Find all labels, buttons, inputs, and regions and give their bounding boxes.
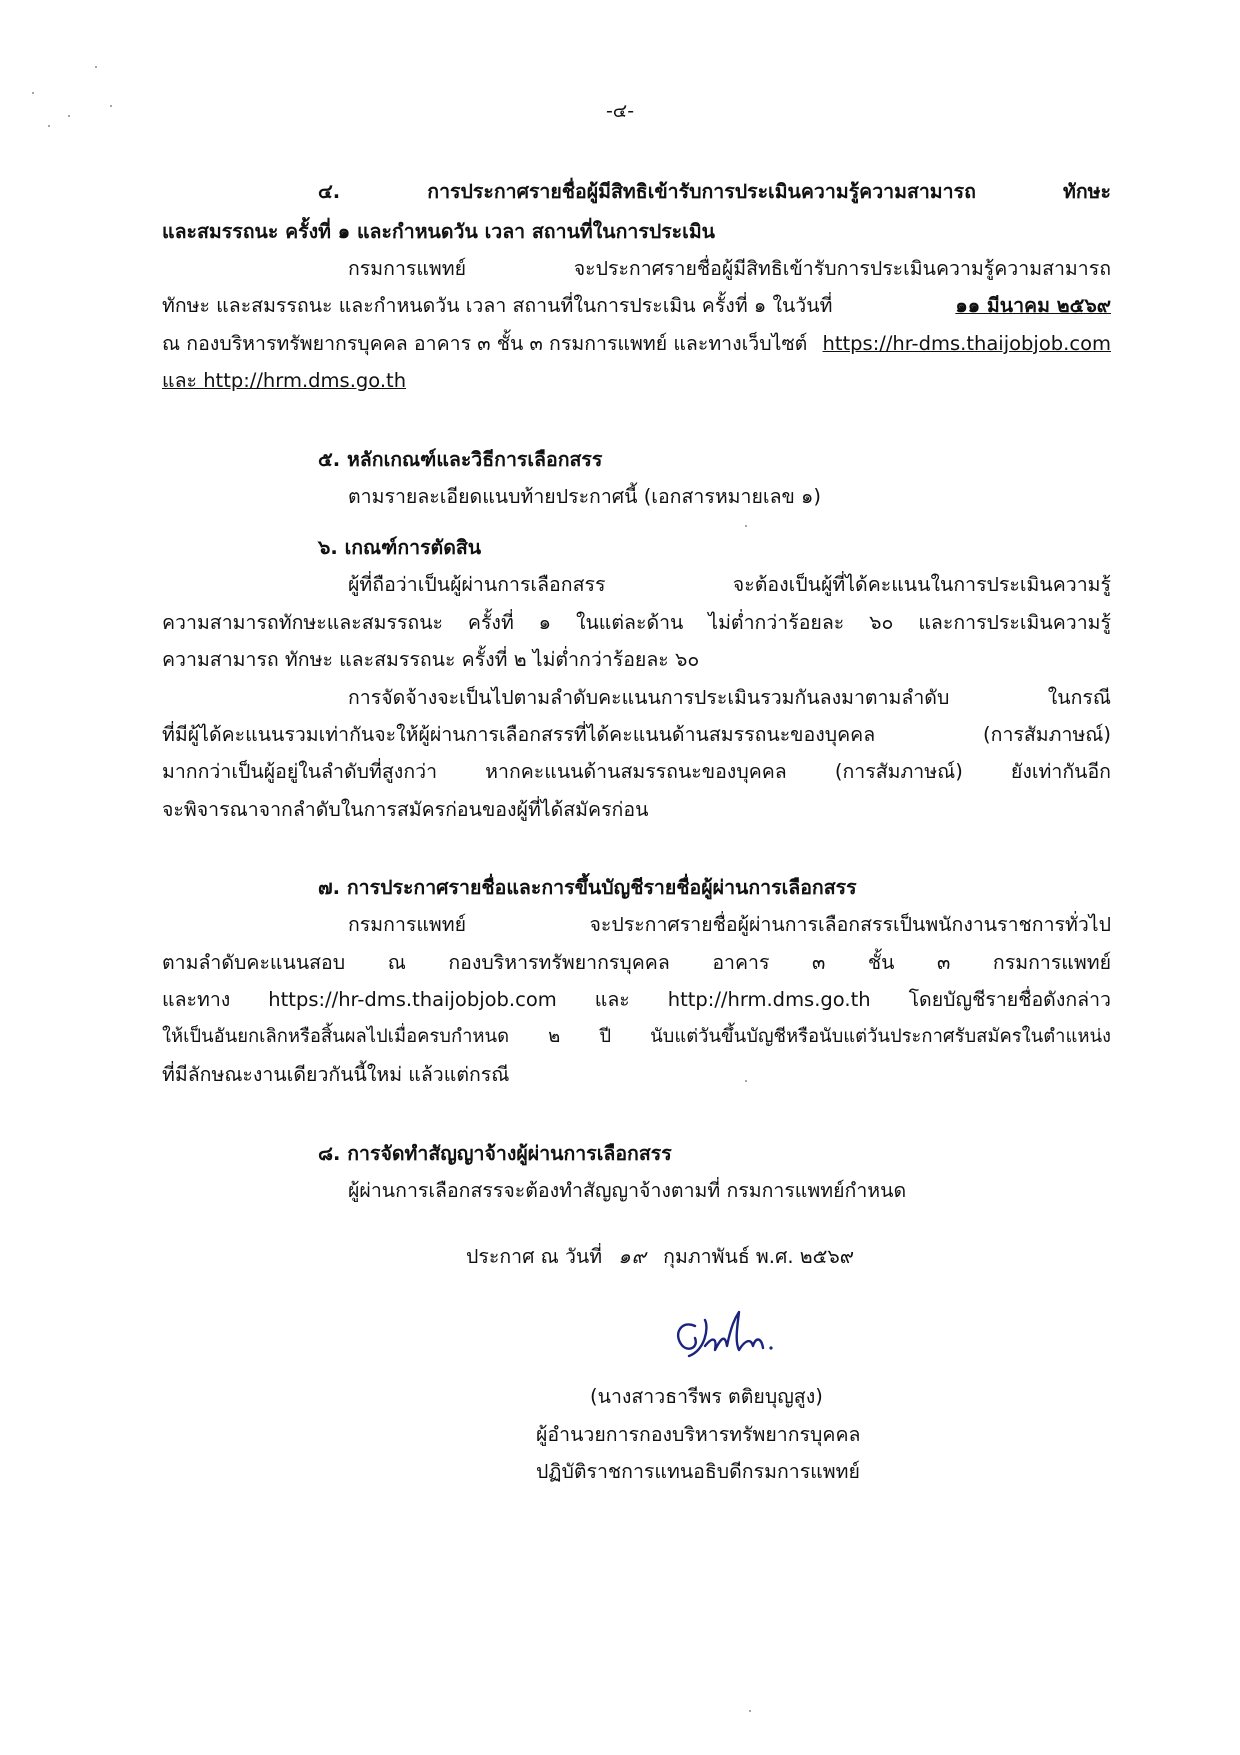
section-7-para: ตามลำดับคะแนนสอบ ณ กองบริหารทรัพยากรบุคคล อาคาร ๓ ชั้น ๓ กรมการแพทย์ <box>162 951 1111 974</box>
page-number: -๔- <box>605 100 635 122</box>
section-8-para: ผู้ผ่านการเลือกสรรจะต้องทำสัญญาจ้างตามที่ กรมการแพทย์กำหนด <box>348 1179 907 1202</box>
section-4-para-line <box>162 367 406 395</box>
section-5-para: ตามรายละเอียดแนบท้ายประกาศนี้ (เอกสารหมายเลข ๑) <box>348 485 822 508</box>
section-4-para-text: ทักษะ และสมรรถนะ และกำหนดวัน เวลา สถานที่ในการประเมิน ครั้งที่ ๑ ในวันที่ <box>162 294 833 317</box>
section-7-para: และทาง https://hr-dms.thaijobjob.com และ http://hrm.dms.go.th โดยบัญชีรายชื่อดังกล่าว <box>162 988 1111 1011</box>
section-7-para: ให้เป็นอันยกเลิกหรือสิ้นผลไปเมื่อครบกำหนด ๒ ปี นับแต่วันขึ้นบัญชีหรือนับแต่วันประกาศรับสมัครในตำแหน่ง <box>162 1026 1111 1047</box>
section-7-heading: ๗. การประกาศรายชื่อและการขึ้นบัญชีรายชื่อผู้ผ่านการเลือกสรร <box>318 876 857 899</box>
section-6-para: ความสามารถ ทักษะ และสมรรถนะ ครั้งที่ ๒ ไม่ต่ำกว่าร้อยละ ๖๐ <box>162 648 700 671</box>
signer-title: ผู้อำนวยการกองบริหารทรัพยากรบุคคล <box>536 1423 861 1446</box>
section-4-para-line <box>162 330 1111 358</box>
section-6-para: จะพิจารณาจากลำดับในการสมัครก่อนของผู้ที่ได้สมัครก่อน <box>162 798 649 821</box>
section-6-para: การจัดจ้างจะเป็นไปตามลำดับคะแนนการประเมินรวมกันลงมาตามลำดับ ในกรณี <box>348 686 1111 709</box>
website-link[interactable]: https://hr-dms.thaijobjob.com <box>822 332 1111 355</box>
announcement-prefix: ประกาศ ณ วันที่ <box>466 1245 603 1268</box>
section-6-para: มากกว่าเป็นผู้อยู่ในลำดับที่สูงกว่า หากคะแนนด้านสมรรถนะของบุคคล (การสัมภาษณ์) ยังเท่ากันอีก <box>162 760 1111 783</box>
section-6-para: ที่มีผู้ได้คะแนนรวมเท่ากันจะให้ผู้ผ่านการเลือกสรรที่ได้คะแนนด้านสมรรถนะของบุคคล (การสัมภาษณ์) <box>162 723 1111 746</box>
section-8-heading: ๘. การจัดทำสัญญาจ้างผู้ผ่านการเลือกสรร <box>318 1142 672 1165</box>
section-4-para-text: ณ กองบริหารทรัพยากรบุคคล อาคาร ๓ ชั้น ๓ กรมการแพทย์ และทางเว็บไซต์ <box>162 332 808 355</box>
section-7-para: กรมการแพทย์ จะประกาศรายชื่อผู้ผ่านการเลือกสรรเป็นพนักงานราชการทั่วไป <box>348 913 1111 936</box>
scan-speck <box>32 92 34 94</box>
section-6-para: ผู้ที่ถือว่าเป็นผู้ผ่านการเลือกสรร จะต้องเป็นผู้ที่ได้คะแนนในการประเมินความรู้ <box>348 573 1111 596</box>
section-7-para: ที่มีลักษณะงานเดียวกันนี้ใหม่ แล้วแต่กรณี <box>162 1063 510 1086</box>
announcement-month-year: กุมภาพันธ์ พ.ศ. ๒๕๖๙ <box>663 1245 855 1268</box>
section-4-heading: ๔. การประกาศรายชื่อผู้มีสิทธิเข้ารับการประเมินความรู้ความสามารถ ทักษะ <box>318 180 1111 203</box>
section-4-para-line <box>162 292 1111 320</box>
section-4-para: กรมการแพทย์ จะประกาศรายชื่อผู้มีสิทธิเข้ารับการประเมินความรู้ความสามารถ <box>348 257 1111 280</box>
scan-speck <box>749 1710 751 1712</box>
scan-speck <box>745 1080 747 1082</box>
signer-acting-title: ปฏิบัติราชการแทนอธิบดีกรมการแพทย์ <box>536 1460 860 1483</box>
scan-speck <box>745 525 747 527</box>
website-link-2[interactable]: และ http://hrm.dms.go.th <box>162 369 407 392</box>
assessment-date: ๑๑ มีนาคม ๒๕๖๙ <box>955 294 1111 317</box>
section-4-heading-cont: และสมรรถนะ ครั้งที่ ๑ และกำหนดวัน เวลา สถานที่ในการประเมิน <box>162 220 716 243</box>
section-6-heading: ๖. เกณฑ์การตัดสิน <box>318 536 482 559</box>
section-5-heading: ๕. หลักเกณฑ์และวิธีการเลือกสรร <box>318 448 603 471</box>
section-6-para: ความสามารถทักษะและสมรรถนะ ครั้งที่ ๑ ในแต่ละด้าน ไม่ต่ำกว่าร้อยละ ๖๐ และการประเมินความรู้ <box>162 611 1111 634</box>
signer-name: (นางสาวธารีพร ตติยบุญสูง) <box>590 1385 823 1408</box>
announcement-day: ๑๙ <box>618 1245 647 1268</box>
scan-speck <box>95 66 97 68</box>
handwritten-signature <box>665 1298 805 1378</box>
announcement-date <box>466 1243 854 1271</box>
